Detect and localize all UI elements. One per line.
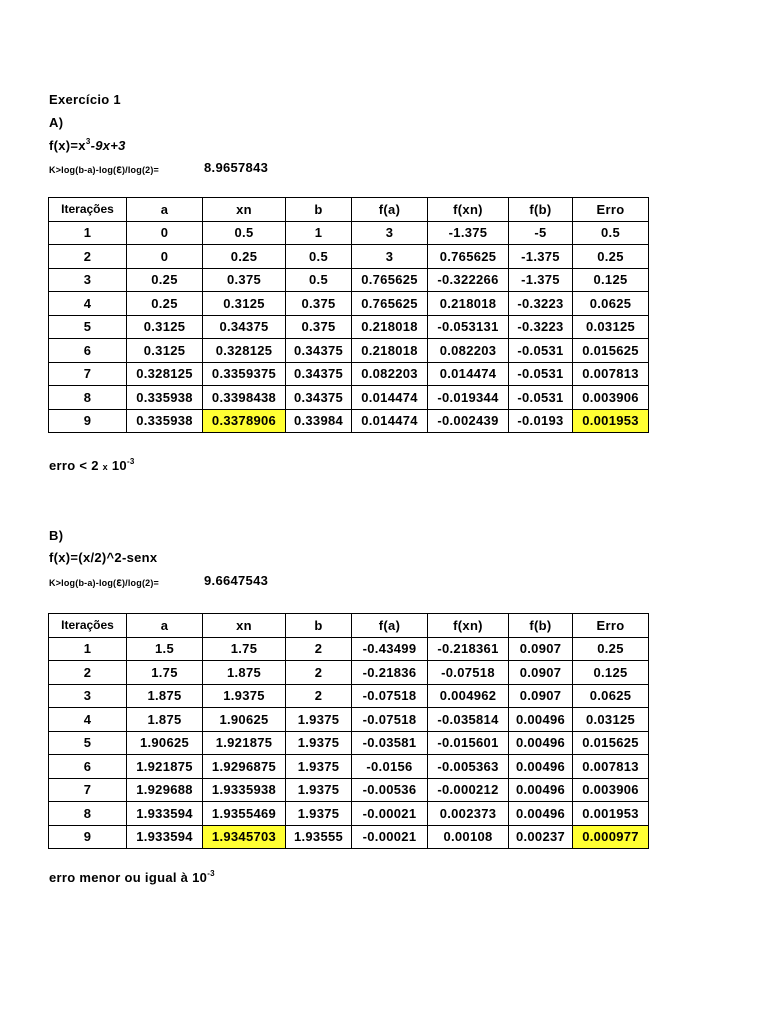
table-cell: 6 bbox=[49, 755, 127, 779]
part-b-error-note bbox=[49, 870, 215, 885]
column-header: a bbox=[127, 198, 203, 222]
table-row bbox=[49, 315, 649, 339]
part-a-label: A) bbox=[49, 115, 64, 130]
table-cell: 0.082203 bbox=[352, 362, 428, 386]
table-cell: 0.003906 bbox=[573, 386, 649, 410]
table-row bbox=[49, 637, 649, 661]
table-cell: 0.015625 bbox=[573, 731, 649, 755]
table-cell: 0.3378906 bbox=[203, 409, 286, 433]
table-cell: -0.00021 bbox=[352, 802, 428, 826]
table-cell: -0.002439 bbox=[428, 409, 509, 433]
table-cell: 1.875 bbox=[127, 708, 203, 732]
table-cell: 0 bbox=[127, 221, 203, 245]
table-cell: 8 bbox=[49, 386, 127, 410]
table-cell: 0.375 bbox=[286, 315, 352, 339]
table-row bbox=[49, 778, 649, 802]
part-b-function: f(x)=(x/2)^2-senx bbox=[49, 550, 158, 565]
table-cell: 1 bbox=[49, 637, 127, 661]
table-cell: 2 bbox=[49, 245, 127, 269]
table-cell: 1.933594 bbox=[127, 802, 203, 826]
table-cell: -0.019344 bbox=[428, 386, 509, 410]
part-b-header-row bbox=[49, 614, 649, 638]
table-cell: 9 bbox=[49, 409, 127, 433]
table-cell: 1.875 bbox=[203, 661, 286, 685]
column-header: f(xn) bbox=[428, 198, 509, 222]
table-cell: 0.0907 bbox=[509, 661, 573, 685]
part-b-table bbox=[48, 613, 649, 849]
error-note-prefix: erro menor ou igual à 10 bbox=[49, 870, 208, 885]
table-cell: 0.03125 bbox=[573, 315, 649, 339]
table-cell: 0.218018 bbox=[352, 339, 428, 363]
part-a-header-row bbox=[49, 198, 649, 222]
table-cell: 7 bbox=[49, 362, 127, 386]
table-cell: 0.328125 bbox=[127, 362, 203, 386]
table-cell: 1.9345703 bbox=[203, 825, 286, 849]
table-cell: 2 bbox=[286, 684, 352, 708]
table-cell: 0.5 bbox=[203, 221, 286, 245]
table-cell: 0.25 bbox=[127, 292, 203, 316]
table-cell: 1.9375 bbox=[286, 708, 352, 732]
error-note-prefix: erro < 2 bbox=[49, 458, 99, 473]
table-cell: -0.3223 bbox=[509, 315, 573, 339]
table-cell: 0.004962 bbox=[428, 684, 509, 708]
table-cell: 0.015625 bbox=[573, 339, 649, 363]
table-row bbox=[49, 708, 649, 732]
error-note-base: 10 bbox=[111, 458, 127, 473]
table-cell: 1.9375 bbox=[286, 731, 352, 755]
table-cell: 4 bbox=[49, 708, 127, 732]
part-a-k-label: K>log(b-a)-log(ℇ)/log(2)= bbox=[49, 165, 160, 175]
table-cell: -1.375 bbox=[509, 245, 573, 269]
table-cell: 0.001953 bbox=[573, 802, 649, 826]
table-cell: 0.5 bbox=[573, 221, 649, 245]
table-cell: -0.0531 bbox=[509, 362, 573, 386]
table-cell: 5 bbox=[49, 731, 127, 755]
table-cell: 1.929688 bbox=[127, 778, 203, 802]
table-cell: 0.765625 bbox=[352, 292, 428, 316]
column-header: f(b) bbox=[509, 198, 573, 222]
table-cell: -0.015601 bbox=[428, 731, 509, 755]
table-cell: 0.0907 bbox=[509, 684, 573, 708]
table-cell: 2 bbox=[286, 637, 352, 661]
table-cell: 0.765625 bbox=[428, 245, 509, 269]
table-row bbox=[49, 825, 649, 849]
part-a-function-suffix: -9x+3 bbox=[90, 138, 126, 153]
table-cell: 0.014474 bbox=[352, 386, 428, 410]
table-cell: 0.00496 bbox=[509, 778, 573, 802]
table-cell: 0.765625 bbox=[352, 268, 428, 292]
table-cell: -0.07518 bbox=[428, 661, 509, 685]
table-cell: -0.43499 bbox=[352, 637, 428, 661]
table-row bbox=[49, 731, 649, 755]
table-cell: 0.25 bbox=[203, 245, 286, 269]
table-cell: 0.00496 bbox=[509, 755, 573, 779]
table-cell: 0.34375 bbox=[203, 315, 286, 339]
table-cell: 2 bbox=[286, 661, 352, 685]
column-header: f(a) bbox=[352, 198, 428, 222]
table-cell: -0.00021 bbox=[352, 825, 428, 849]
table-cell: 5 bbox=[49, 315, 127, 339]
table-row bbox=[49, 268, 649, 292]
table-cell: 0.218018 bbox=[352, 315, 428, 339]
table-cell: 8 bbox=[49, 802, 127, 826]
table-cell: 3 bbox=[49, 684, 127, 708]
table-row bbox=[49, 755, 649, 779]
table-cell: -0.005363 bbox=[428, 755, 509, 779]
column-header: b bbox=[286, 614, 352, 638]
table-cell: 0.3125 bbox=[203, 292, 286, 316]
table-cell: 0.375 bbox=[203, 268, 286, 292]
table-cell: -0.218361 bbox=[428, 637, 509, 661]
table-cell: 2 bbox=[49, 661, 127, 685]
table-cell: 1.75 bbox=[127, 661, 203, 685]
table-cell: -0.0531 bbox=[509, 339, 573, 363]
table-cell: 9 bbox=[49, 825, 127, 849]
table-cell: 0 bbox=[127, 245, 203, 269]
table-cell: 1.9375 bbox=[203, 684, 286, 708]
table-cell: 0.0907 bbox=[509, 637, 573, 661]
table-cell: 3 bbox=[352, 245, 428, 269]
table-cell: 0.3398438 bbox=[203, 386, 286, 410]
table-cell: -1.375 bbox=[428, 221, 509, 245]
table-row bbox=[49, 386, 649, 410]
table-cell: 0.218018 bbox=[428, 292, 509, 316]
table-cell: 1.9296875 bbox=[203, 755, 286, 779]
table-cell: 3 bbox=[49, 268, 127, 292]
column-header: f(b) bbox=[509, 614, 573, 638]
column-header: Iterações bbox=[49, 198, 127, 222]
column-header: xn bbox=[203, 198, 286, 222]
table-cell: 0.003906 bbox=[573, 778, 649, 802]
table-cell: -0.07518 bbox=[352, 708, 428, 732]
table-row bbox=[49, 292, 649, 316]
table-cell: 0.5 bbox=[286, 245, 352, 269]
table-cell: 0.0625 bbox=[573, 292, 649, 316]
table-cell: 0.00496 bbox=[509, 731, 573, 755]
table-cell: -0.03581 bbox=[352, 731, 428, 755]
table-cell: 1.90625 bbox=[127, 731, 203, 755]
part-a-function-prefix: f(x)=x bbox=[49, 138, 86, 153]
part-b-label: B) bbox=[49, 528, 64, 543]
table-cell: 0.007813 bbox=[573, 755, 649, 779]
table-cell: -0.0193 bbox=[509, 409, 573, 433]
table-cell: 0.25 bbox=[127, 268, 203, 292]
table-cell: -0.322266 bbox=[428, 268, 509, 292]
column-header: Iterações bbox=[49, 614, 127, 638]
table-cell: 1.5 bbox=[127, 637, 203, 661]
column-header: b bbox=[286, 198, 352, 222]
table-cell: 0.335938 bbox=[127, 409, 203, 433]
table-row bbox=[49, 221, 649, 245]
table-cell: 1.9375 bbox=[286, 755, 352, 779]
table-row bbox=[49, 802, 649, 826]
error-note-exponent: -3 bbox=[126, 456, 135, 466]
table-cell: 0.125 bbox=[573, 268, 649, 292]
table-cell: -0.3223 bbox=[509, 292, 573, 316]
table-row bbox=[49, 245, 649, 269]
table-cell: -0.00536 bbox=[352, 778, 428, 802]
column-header: f(xn) bbox=[428, 614, 509, 638]
table-cell: 6 bbox=[49, 339, 127, 363]
table-cell: 0.375 bbox=[286, 292, 352, 316]
table-cell: 1.875 bbox=[127, 684, 203, 708]
table-cell: -0.000212 bbox=[428, 778, 509, 802]
table-cell: 0.5 bbox=[286, 268, 352, 292]
table-cell: 0.00496 bbox=[509, 708, 573, 732]
table-cell: -0.0156 bbox=[352, 755, 428, 779]
part-a-function bbox=[49, 138, 126, 153]
part-a-function-exponent: 3 bbox=[85, 136, 91, 146]
table-cell: 0.25 bbox=[573, 245, 649, 269]
table-cell: -5 bbox=[509, 221, 573, 245]
table-cell: 1.9355469 bbox=[203, 802, 286, 826]
table-cell: 0.001953 bbox=[573, 409, 649, 433]
table-cell: 0.00496 bbox=[509, 802, 573, 826]
table-cell: -0.0531 bbox=[509, 386, 573, 410]
part-a-table bbox=[48, 197, 649, 433]
part-b-k-label: K>log(b-a)-log(ℇ)/log(2)= bbox=[49, 578, 160, 588]
table-cell: 0.34375 bbox=[286, 362, 352, 386]
part-b-k-value: 9.6647543 bbox=[204, 573, 269, 588]
table-cell: 0.34375 bbox=[286, 386, 352, 410]
table-cell: 0.3125 bbox=[127, 339, 203, 363]
column-header: xn bbox=[203, 614, 286, 638]
table-cell: -0.035814 bbox=[428, 708, 509, 732]
table-cell: 1.90625 bbox=[203, 708, 286, 732]
table-cell: 0.125 bbox=[573, 661, 649, 685]
table-cell: 4 bbox=[49, 292, 127, 316]
table-cell: -1.375 bbox=[509, 268, 573, 292]
table-cell: 0.335938 bbox=[127, 386, 203, 410]
table-cell: 0.014474 bbox=[352, 409, 428, 433]
error-note-exponent: -3 bbox=[207, 868, 215, 878]
table-cell: 7 bbox=[49, 778, 127, 802]
table-cell: 0.328125 bbox=[203, 339, 286, 363]
table-cell: 0.25 bbox=[573, 637, 649, 661]
table-cell: 0.3125 bbox=[127, 315, 203, 339]
table-cell: 1.933594 bbox=[127, 825, 203, 849]
table-cell: 0.082203 bbox=[428, 339, 509, 363]
table-cell: 1.93555 bbox=[286, 825, 352, 849]
table-cell: 0.007813 bbox=[573, 362, 649, 386]
error-note-times: x bbox=[102, 462, 108, 472]
table-cell: 1 bbox=[286, 221, 352, 245]
table-cell: 0.014474 bbox=[428, 362, 509, 386]
table-cell: -0.053131 bbox=[428, 315, 509, 339]
table-row bbox=[49, 661, 649, 685]
table-cell: 1.9335938 bbox=[203, 778, 286, 802]
table-cell: -0.21836 bbox=[352, 661, 428, 685]
table-cell: 1.9375 bbox=[286, 802, 352, 826]
table-cell: 0.0625 bbox=[573, 684, 649, 708]
table-cell: 1.921875 bbox=[127, 755, 203, 779]
table-cell: 1.921875 bbox=[203, 731, 286, 755]
table-row bbox=[49, 684, 649, 708]
table-cell: -0.07518 bbox=[352, 684, 428, 708]
table-cell: 0.00108 bbox=[428, 825, 509, 849]
table-row bbox=[49, 339, 649, 363]
table-cell: 0.34375 bbox=[286, 339, 352, 363]
table-cell: 1 bbox=[49, 221, 127, 245]
part-a-error-note bbox=[49, 458, 135, 473]
table-cell: 0.33984 bbox=[286, 409, 352, 433]
table-row bbox=[49, 409, 649, 433]
table-row bbox=[49, 362, 649, 386]
part-a-k-value: 8.9657843 bbox=[204, 160, 269, 175]
table-cell: 0.3359375 bbox=[203, 362, 286, 386]
table-cell: 0.002373 bbox=[428, 802, 509, 826]
table-cell: 0.00237 bbox=[509, 825, 573, 849]
exercise-title: Exercício 1 bbox=[49, 92, 121, 107]
column-header: Erro bbox=[573, 198, 649, 222]
table-cell: 1.75 bbox=[203, 637, 286, 661]
table-cell: 0.000977 bbox=[573, 825, 649, 849]
table-cell: 1.9375 bbox=[286, 778, 352, 802]
table-cell: 3 bbox=[352, 221, 428, 245]
column-header: Erro bbox=[573, 614, 649, 638]
column-header: f(a) bbox=[352, 614, 428, 638]
table-cell: 0.03125 bbox=[573, 708, 649, 732]
column-header: a bbox=[127, 614, 203, 638]
